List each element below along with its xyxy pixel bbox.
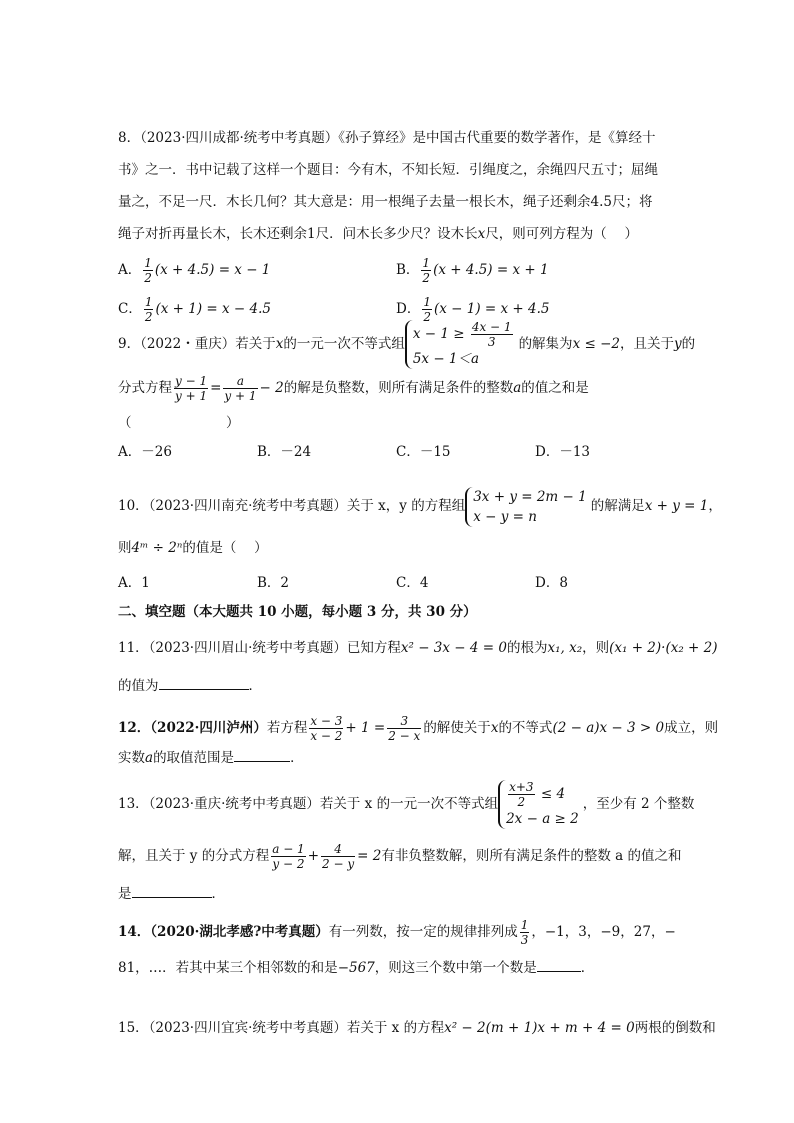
q15-equation: x² − 2(m + 1)x + m + 4 = 0 — [444, 1020, 635, 1036]
q12-text: 的取值范围是 — [153, 750, 235, 766]
question-9-line-2 — [118, 372, 589, 404]
q9-source: （2022・重庆） — [140, 336, 236, 352]
q9-equals: = — [210, 380, 222, 396]
q11-equation: x² − 3x − 4 = 0 — [400, 640, 507, 656]
q13-text: 若关于 x 的一元一次不等式组 — [319, 796, 499, 812]
question-11-line-1 — [118, 632, 718, 664]
q12-number: 12． — [118, 720, 151, 736]
q14-source: （2020·湖北孝感?中考真题） — [150, 924, 329, 940]
q13-period: ． — [211, 886, 225, 902]
q9-text: 若关于 — [235, 336, 276, 352]
q10-text: 的解满足 — [590, 498, 645, 514]
q9-option-c[interactable]: C．－15 — [396, 444, 451, 460]
q8-option-a-label: A． — [118, 262, 142, 278]
q10-text: 关于 x，y 的方程组 — [346, 498, 466, 514]
q8-option-d-label: D． — [396, 301, 421, 317]
q9-answer-paren: （ ） — [118, 415, 240, 431]
q14-text: ，则这三个数中第一个数是 — [374, 960, 537, 976]
q10-equation-system — [465, 487, 591, 527]
q12-text: 的不等式 — [498, 720, 553, 736]
q8-option-a-expr: (x + 4.5) = x − 1 — [154, 262, 271, 278]
frac-den: x − 2 — [310, 729, 343, 743]
frac-den: y − 2 — [272, 857, 305, 871]
q12-fraction-2 — [387, 714, 421, 743]
q11-answer-blank[interactable] — [159, 673, 249, 690]
frac-den: y + 1 — [224, 389, 257, 403]
q8-option-b-label: B． — [396, 262, 420, 278]
q8-text-3: 量之，不足一尺．木长几何？其大意是：用一根绳子去量一根长木，绳子还剩余4.5尺；将 — [118, 194, 653, 210]
frac-den: 2 — [422, 271, 431, 285]
q9-text: 分式方程 — [118, 380, 172, 396]
frac-den: 2 — [144, 271, 152, 285]
q12-text: 若方程 — [266, 720, 308, 736]
q13-sys-fraction — [508, 780, 534, 809]
frac-num: 3 — [387, 714, 421, 729]
frac-den: 2 — [423, 310, 431, 324]
frac-den: 2 − x — [388, 729, 421, 743]
q8-option-c-expr: (x + 1) = x − 4.5 — [155, 301, 271, 317]
q9-number: 9． — [118, 336, 141, 352]
q10-option-a[interactable]: A．1 — [118, 575, 150, 591]
q11-source: （2023·四川眉山·统考中考真题） — [148, 640, 347, 656]
q14-text: ，−1，3，−9，27，− — [531, 924, 676, 940]
q13-equals-2: = 2 — [357, 848, 382, 864]
q11-roots: x₁, x₂ — [547, 640, 583, 656]
q10-option-d[interactable]: D．8 — [535, 575, 568, 591]
q9-sys-fraction — [471, 320, 513, 349]
question-13-line-2 — [118, 838, 681, 874]
q10-text: 则 — [118, 540, 132, 556]
frac-num: 1 — [144, 295, 153, 309]
q13-text: 是 — [118, 886, 132, 902]
frac-den: 3 — [520, 933, 529, 947]
q14-fraction — [520, 918, 530, 947]
frac-den: 3 — [487, 335, 496, 349]
q9-text: ，且关于 — [619, 336, 674, 352]
question-13-line-1 — [118, 778, 694, 830]
q12-fraction-1 — [309, 714, 343, 743]
q9-text: 的解集为 — [518, 336, 573, 352]
q8-half-fraction — [143, 256, 153, 285]
q9-text: 的解是负整数，则所有满足条件的整数 — [283, 380, 514, 396]
q15-number: 15． — [118, 1020, 149, 1036]
frac-den: y + 1 — [175, 389, 208, 403]
q12-text: 成立，则 — [664, 720, 719, 736]
q8-text-4b: 尺，则可列方程为（ ） — [485, 226, 639, 242]
q12-answer-blank[interactable] — [234, 745, 290, 762]
q9-var-a: a — [513, 380, 522, 396]
q11-text: 已知方程 — [346, 640, 401, 656]
q14-text: 有一列数，按一定的规律排列成 — [328, 924, 518, 940]
frac-num: y − 1 — [175, 374, 208, 388]
q13-fraction-1 — [271, 842, 305, 871]
q15-text: 若关于 x 的方程 — [346, 1020, 445, 1036]
q12-period: ． — [290, 750, 304, 766]
q12-source: （2022·四川泸州） — [150, 720, 267, 736]
frac-den: 2 — [144, 310, 153, 324]
q13-inequality-system — [498, 780, 583, 829]
q13-text: ，至少有 2 个整数 — [582, 796, 695, 812]
q14-number: 14． — [118, 924, 151, 940]
frac-num: x − 3 — [310, 714, 343, 728]
q8-var-x: x — [477, 226, 486, 242]
q8-option-b[interactable] — [396, 256, 549, 285]
q8-half-fraction — [421, 256, 431, 285]
q14-sum: −567 — [337, 960, 375, 976]
q10-sys-2: x − y = n — [473, 508, 537, 525]
q8-option-a[interactable] — [118, 256, 270, 285]
q9-text: 的值之和是 — [521, 380, 589, 396]
q15-text: 两根的倒数和 — [634, 1020, 716, 1036]
q13-sys-2: 2x − a ≥ 2 — [506, 811, 579, 827]
q9-var-x: x — [275, 336, 284, 352]
q9-sys-1a: x − 1 ≥ — [412, 326, 465, 342]
q12-var-x: x — [490, 720, 499, 736]
q11-expression: (x₁ + 2)·(x₂ + 2) — [609, 640, 718, 656]
q8-source: （2023·四川成都·统考中考真题） — [140, 130, 339, 146]
q9-option-b[interactable]: B．－24 — [257, 444, 312, 460]
q10-option-c[interactable]: C．4 — [396, 575, 429, 591]
q11-number: 11． — [118, 640, 149, 656]
q14-answer-blank[interactable] — [537, 955, 581, 972]
q9-text: 的 — [681, 336, 696, 352]
frac-num: a — [223, 374, 257, 389]
q9-solution-set: x ≤ −2 — [572, 336, 620, 352]
frac-num: x+3 — [509, 780, 534, 794]
q9-sys-2: 5x − 1＜a — [412, 351, 480, 367]
frac-num: a − 1 — [272, 842, 305, 856]
q8-option-b-expr: (x + 4.5) = x + 1 — [433, 262, 549, 278]
q9-fraction-2 — [223, 374, 257, 403]
question-12-line-2 — [118, 742, 304, 774]
q13-sys-1b: ≤ 4 — [540, 786, 566, 802]
q14-period: ． — [580, 960, 595, 976]
question-11-line-2 — [118, 670, 262, 702]
q9-option-d[interactable]: D．－13 — [535, 444, 591, 460]
frac-den: 2 − y — [322, 857, 355, 871]
q10-expression: 4ᵐ ÷ 2ⁿ — [131, 540, 183, 556]
q14-text: 81，…．若其中某三个相邻数的和是 — [118, 960, 338, 976]
question-14-line-2 — [118, 952, 594, 984]
q8-text-4a: 绳子对折再量长木，长木还剩余1尺．问木长多少尺？设木长 — [118, 226, 478, 242]
question-10-line-1 — [118, 484, 722, 528]
frac-num: 4 — [321, 842, 355, 857]
q10-source: （2023·四川南充·统考中考真题） — [148, 498, 347, 514]
q13-number: 13． — [118, 796, 149, 812]
q9-text: 的一元一次不等式组 — [283, 336, 405, 352]
question-10-line-2 — [118, 532, 268, 564]
question-14-line-1 — [118, 912, 676, 952]
frac-num: 1 — [422, 256, 431, 270]
question-15-line-1 — [118, 1012, 716, 1044]
q13-source: （2023·重庆·统考中考真题） — [148, 796, 320, 812]
section-heading-fill-in: 二、填空题（本大题共 10 小题，每小题 3 分，共 30 分） — [118, 604, 477, 620]
frac-num: 1 — [144, 256, 152, 270]
q9-fraction-1 — [174, 374, 208, 403]
q13-text: 有非负整数解，则所有满足条件的整数 a 的值之和 — [381, 848, 682, 864]
q8-text-1: 《孙子算经》是中国古代重要的数学著作，是《算经十 — [338, 130, 656, 146]
q12-text: 实数 — [118, 750, 145, 766]
q10-text: ， — [708, 498, 722, 514]
q11-period: ． — [248, 678, 262, 694]
frac-den: 2 — [517, 795, 526, 809]
q10-sys-1: 3x + y = 2m − 1 — [473, 488, 587, 505]
q10-text: 的值是（ ） — [182, 540, 268, 556]
q9-option-a[interactable]: A．－26 — [118, 444, 172, 460]
q10-number: 10． — [118, 498, 149, 514]
q8-option-c-label: C． — [118, 301, 142, 317]
question-8 — [118, 122, 678, 250]
q10-condition: x + y = 1 — [644, 498, 709, 514]
frac-num: 1 — [423, 295, 431, 309]
q12-text: 的解使关于 — [423, 720, 491, 736]
frac-num: 4x − 1 — [471, 320, 512, 334]
q10-option-b[interactable]: B．2 — [257, 575, 290, 591]
q9-var-y: y — [673, 336, 682, 352]
q13-plus: + — [307, 848, 320, 864]
q12-plus-one: + 1 = — [345, 720, 386, 736]
q12-var-a: a — [145, 750, 154, 766]
q8-text-2: 书》之一．书中记载了这样一个题目：今有木，不知长短．引绳度之，余绳四尺五寸；屈绳 — [118, 162, 658, 178]
q9-minus-2: − 2 — [259, 380, 284, 396]
q9-inequality-system — [405, 320, 519, 369]
q8-option-d-expr: (x − 1) = x + 4.5 — [433, 301, 550, 317]
q12-inequality: (2 − a)x − 3 > 0 — [552, 720, 665, 736]
q13-fraction-2 — [321, 842, 355, 871]
q13-text: 解，且关于 y 的分式方程 — [118, 848, 270, 864]
frac-num: 1 — [520, 918, 529, 932]
question-9-line-1 — [118, 320, 695, 368]
question-13-line-3 — [118, 878, 225, 910]
q13-answer-blank[interactable] — [132, 881, 212, 898]
q8-number: 8． — [118, 130, 141, 146]
q11-text: 的根为 — [506, 640, 548, 656]
q15-source: （2023·四川宜宾·统考中考真题） — [148, 1020, 347, 1036]
q11-text: 的值为 — [118, 678, 159, 694]
q11-text: ，则 — [582, 640, 610, 656]
